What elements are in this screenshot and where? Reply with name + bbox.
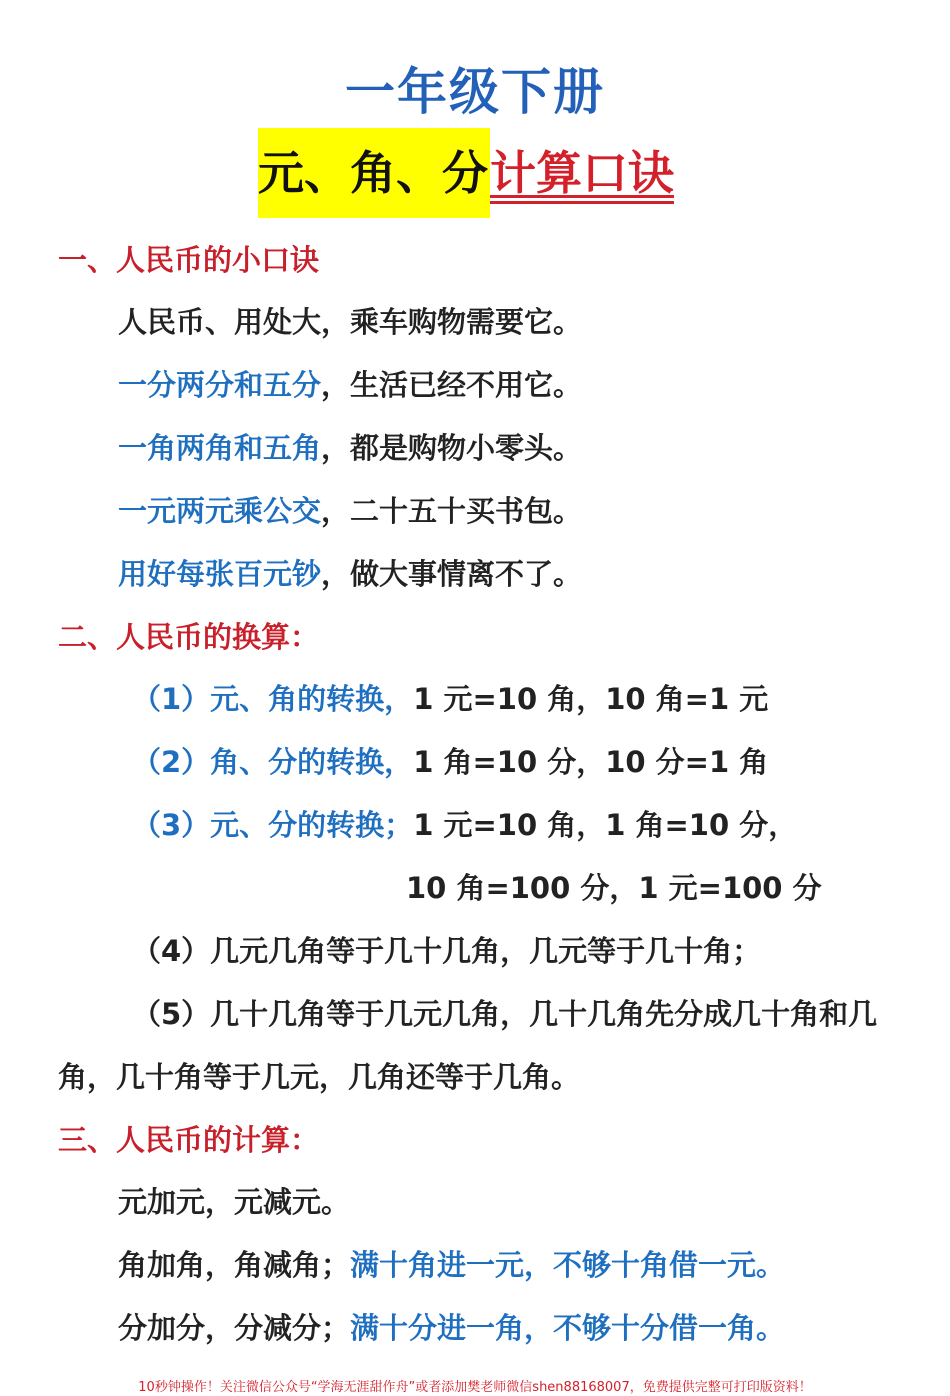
section2-heading: 二、人民币的换算：: [58, 620, 320, 654]
footer-notice: 10秒钟操作！关注微信公众号“学海无涯甜作舟”或者添加樊老师微信shen88168007，免费提供完整可打印版资料！: [138, 1380, 812, 1395]
line-text: 人民币、用处大，乘车购物需要它。: [118, 305, 583, 339]
line-text: ，生活已经不用它。: [321, 368, 583, 402]
subtitle: [258, 128, 674, 218]
section2-item: [132, 677, 768, 718]
section1-line: [118, 363, 582, 404]
line-blue: 一角两角和五角: [118, 431, 322, 465]
section1-line: [118, 489, 582, 530]
section1-line: [118, 552, 582, 593]
line-text: ，都是购物小零头。: [321, 431, 583, 465]
section3-line: [118, 1243, 785, 1284]
subtitle-highlight: 元、角、分: [258, 128, 490, 218]
item-text: （4）几元几角等于几十几角，几元等于几十角；: [132, 934, 762, 968]
line-text: 元加元，元减元。: [118, 1185, 351, 1219]
item-text: （5）几十几角等于几元几角，几十几角先分成几十角和几: [132, 997, 878, 1031]
item-blue: （3）元、分的转换；: [132, 808, 414, 842]
item-blue: （2）角、分的转换，: [132, 745, 414, 779]
line-text: ，做大事情离不了。: [321, 557, 583, 591]
item-text: 1 角=10 分，10 分=1 角: [413, 745, 769, 779]
item-text: 1 元=10 角，1 角=10 分，: [413, 808, 798, 842]
section3-line: [118, 1306, 785, 1347]
section2-item: [58, 1055, 580, 1096]
section1-line: [118, 300, 582, 341]
section2-item: [132, 992, 877, 1033]
section1-heading: 一、人民币的小口诀: [58, 243, 320, 277]
section3-line: [118, 1180, 350, 1221]
section2-item: [132, 929, 761, 970]
page-title: 一年级下册: [345, 63, 605, 121]
section1-line: [118, 426, 582, 467]
section3-heading: 三、人民币的计算：: [58, 1123, 320, 1157]
section2-item: [132, 803, 797, 844]
item-text: 10 角=100 分，1 元=100 分: [406, 871, 822, 905]
line-text: 角加角，角减角；: [118, 1248, 351, 1282]
section2-item: [132, 740, 768, 781]
line-text: ，二十五十买书包。: [321, 494, 583, 528]
line-blue: 一分两分和五分: [118, 368, 322, 402]
item-text: 角，几十角等于几元，几角还等于几角。: [58, 1060, 581, 1094]
line-blue: 用好每张百元钞: [118, 557, 322, 591]
section2-item: [406, 866, 822, 907]
line-text: 分加分，分减分；: [118, 1311, 351, 1345]
line-blue: 满十角进一元，不够十角借一元。: [350, 1248, 786, 1282]
line-blue: 一元两元乘公交: [118, 494, 322, 528]
item-text: 1 元=10 角，10 角=1 元: [413, 682, 769, 716]
item-blue: （1）元、角的转换，: [132, 682, 414, 716]
subtitle-underlined: 计算口诀: [490, 128, 674, 218]
line-blue: 满十分进一角，不够十分借一角。: [350, 1311, 786, 1345]
